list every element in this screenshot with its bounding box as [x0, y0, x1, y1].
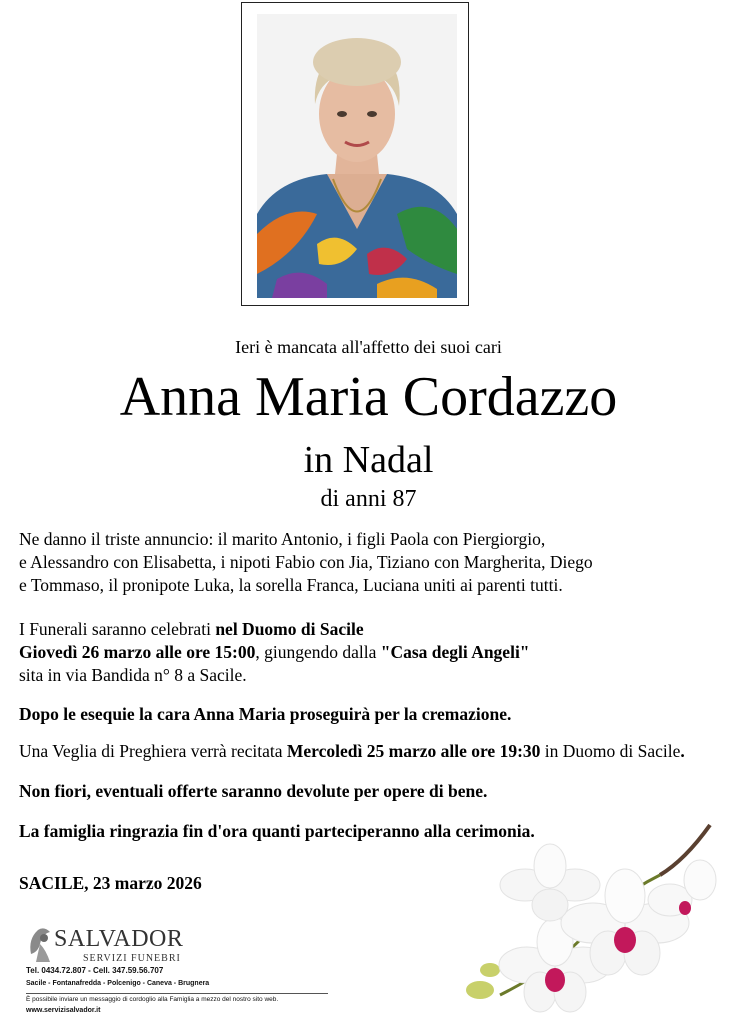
deceased-name: Anna Maria Cordazzo — [119, 366, 618, 428]
funeral-datetime: Giovedì 26 marzo alle ore 15:00 — [19, 642, 256, 662]
funeral-location: nel Duomo di Sacile — [215, 619, 364, 639]
funeral-line-2 — [19, 641, 719, 664]
funeral-origin: "Casa degli Angeli" — [380, 642, 530, 662]
vigil-text — [19, 740, 719, 763]
no-flowers-bold: Non fiori, eventuali offerte saranno devolute per opere di bene. — [19, 781, 488, 801]
funeral-text: I Funerali saranno celebrati — [19, 619, 216, 639]
footer-divider — [26, 993, 328, 994]
branch-locations: Sacile - Fontanafredda - Polcenigo - Caneva - Brugnera — [26, 980, 210, 987]
angel-logo-icon — [26, 924, 56, 964]
thanks-bold: La famiglia ringrazia fin d'ora quanti parteciperanno alla cerimonia. — [19, 821, 535, 841]
announcement-line: e Tommaso, il pronipote Luka, la sorella Franca, Luciana uniti ai parenti tutti. — [19, 575, 563, 595]
vigil-datetime: Mercoledì 25 marzo alle ore 19:30 — [286, 741, 541, 761]
logo-subtitle: SERVIZI FUNEBRI — [83, 953, 181, 964]
funeral-paragraph — [19, 618, 719, 687]
vigil-part: Una Veglia di Preghiera verrà recitata — [19, 741, 287, 761]
salvador-logo — [26, 924, 186, 972]
cremation-bold: Dopo le esequie la cara Anna Maria proseguirà per la cremazione. — [19, 704, 512, 724]
portrait-photo — [257, 14, 457, 298]
contact-numbers: Tel. 0434.72.807 - Cell. 347.59.56.707 — [26, 966, 164, 975]
website-link[interactable]: www.servizisalvador.it — [26, 1007, 101, 1014]
announcement-paragraph — [19, 528, 719, 597]
vigil-place: in Duomo di Sacile — [540, 741, 681, 761]
married-name: in Nadal — [303, 439, 434, 481]
no-flowers-text — [19, 780, 719, 803]
portrait-frame — [241, 2, 469, 306]
funeral-line-1 — [19, 618, 719, 641]
condolence-note: È possibile inviare un messaggio di cordoglio alla Famiglia a mezzo del nostro sito web. — [26, 996, 279, 1003]
place-date-bold: SACILE, 23 marzo 2026 — [19, 873, 202, 893]
announcement-line: e Alessandro con Elisabetta, i nipoti Fabio con Jia, Tiziano con Margherita, Diego — [19, 552, 593, 572]
funeral-line-3: sita in via Bandida n° 8 a Sacile. — [19, 665, 247, 685]
logo-name: SALVADOR — [54, 926, 184, 952]
funeral-text: , giungendo dalla — [255, 642, 381, 662]
cremation-text — [19, 703, 719, 726]
announcement-line: Ne danno il triste annuncio: il marito Antonio, i figli Paola con Piergiorgio, — [19, 529, 546, 549]
vigil-period: . — [680, 741, 685, 761]
orchid-flower-icon — [460, 820, 737, 1024]
intro-text: Ieri è mancata all'affetto dei suoi cari — [235, 337, 502, 357]
age-text: di anni 87 — [320, 486, 417, 512]
